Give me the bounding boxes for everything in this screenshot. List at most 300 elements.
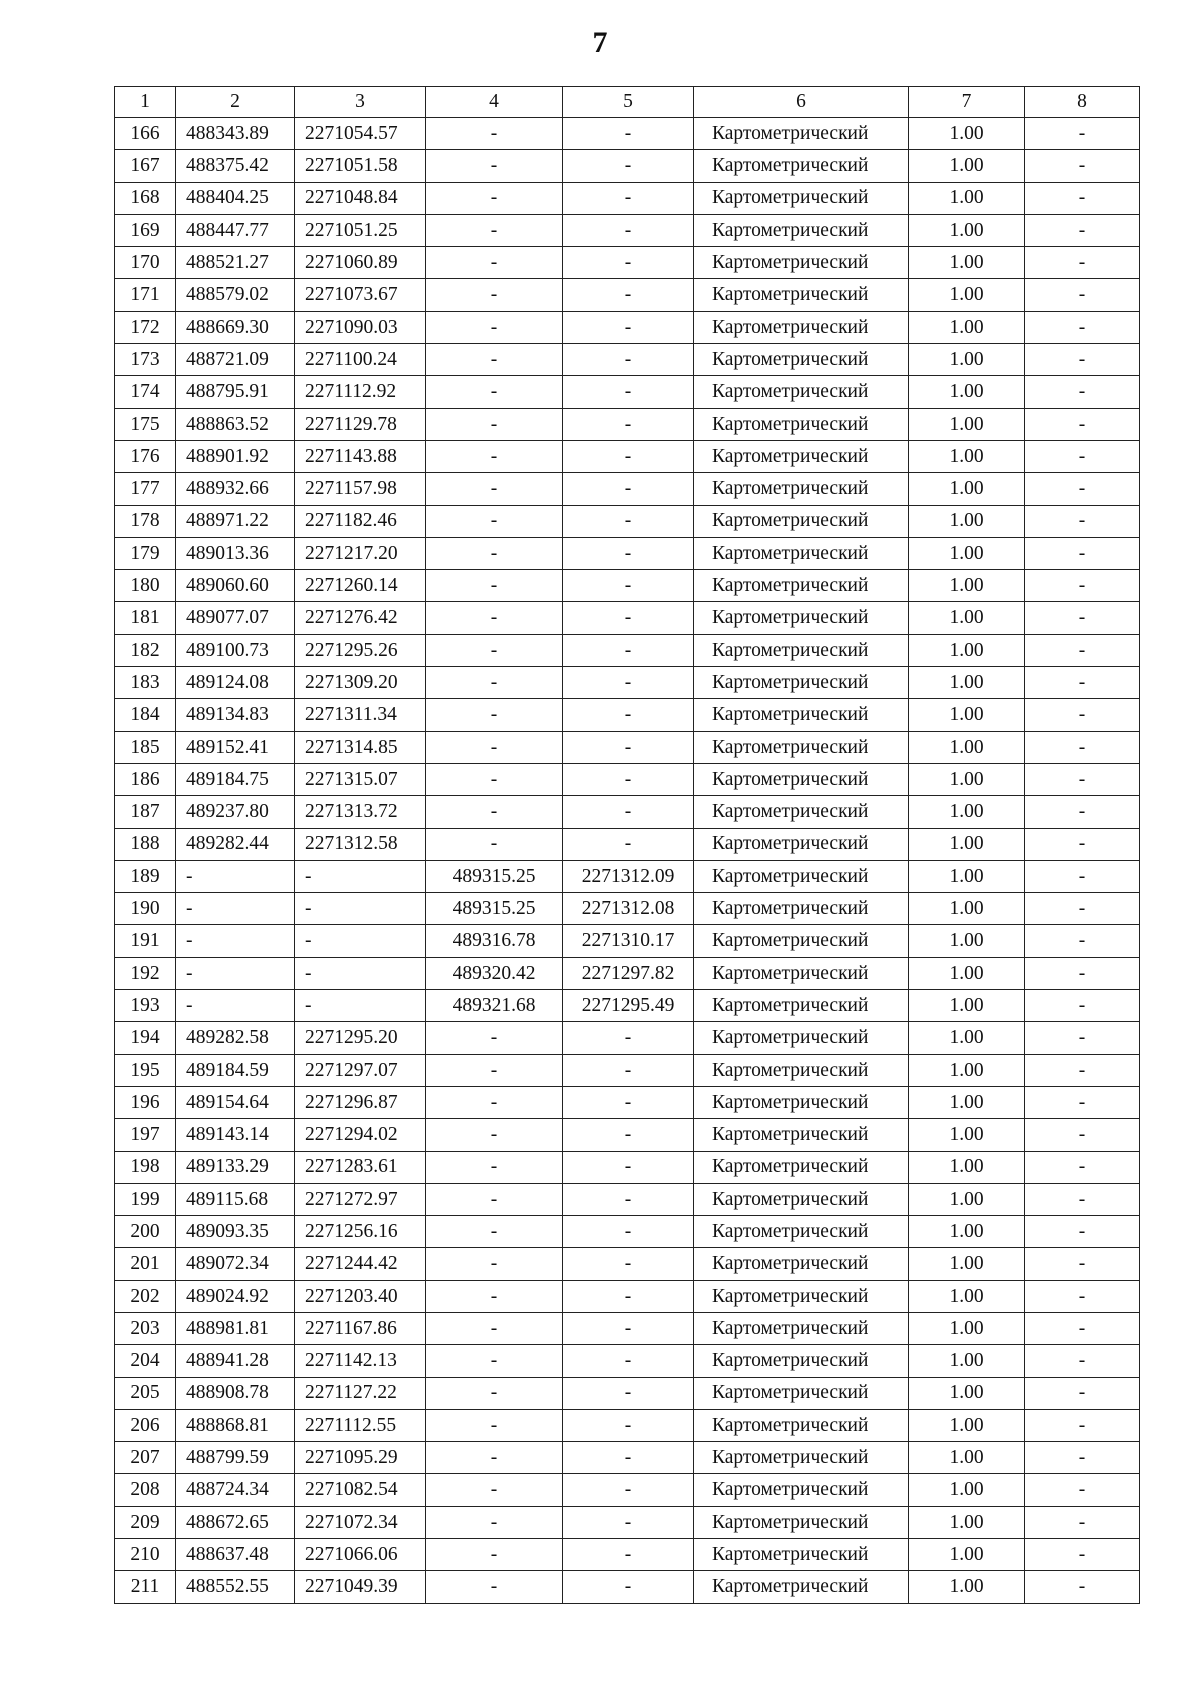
x-new-cell: -: [426, 505, 563, 537]
table-row: [115, 1216, 1140, 1248]
y-coordinate-cell: 2271315.07: [295, 763, 426, 795]
method-cell: Картометрический: [694, 537, 909, 569]
method-cell: Картометрический: [694, 570, 909, 602]
table-row: [115, 731, 1140, 763]
table-row: [115, 118, 1140, 150]
y-new-cell: -: [563, 634, 694, 666]
x-new-cell: -: [426, 537, 563, 569]
y-coordinate-cell: 2271314.85: [295, 731, 426, 763]
table-row: [115, 376, 1140, 408]
y-new-cell: 2271295.49: [563, 990, 694, 1022]
accuracy-cell: 1.00: [909, 1022, 1025, 1054]
x-coordinate-cell: 488637.48: [176, 1539, 295, 1571]
y-new-cell: -: [563, 1119, 694, 1151]
x-coordinate-cell: 488724.34: [176, 1474, 295, 1506]
table-row: [115, 1506, 1140, 1538]
x-coordinate-cell: -: [176, 925, 295, 957]
table-row: [115, 1377, 1140, 1409]
y-coordinate-cell: 2271256.16: [295, 1216, 426, 1248]
x-new-cell: -: [426, 699, 563, 731]
y-new-cell: 2271310.17: [563, 925, 694, 957]
method-cell: Картометрический: [694, 344, 909, 376]
x-coordinate-cell: 489133.29: [176, 1151, 295, 1183]
note-cell: -: [1025, 699, 1140, 731]
x-new-cell: -: [426, 279, 563, 311]
table-row: [115, 150, 1140, 182]
point-number-cell: 196: [115, 1086, 176, 1118]
note-cell: -: [1025, 602, 1140, 634]
accuracy-cell: 1.00: [909, 1248, 1025, 1280]
note-cell: -: [1025, 731, 1140, 763]
accuracy-cell: 1.00: [909, 118, 1025, 150]
x-coordinate-cell: 488941.28: [176, 1345, 295, 1377]
table-row: [115, 667, 1140, 699]
y-coordinate-cell: 2271244.42: [295, 1248, 426, 1280]
y-coordinate-cell: 2271283.61: [295, 1151, 426, 1183]
note-cell: -: [1025, 828, 1140, 860]
x-coordinate-cell: 489115.68: [176, 1183, 295, 1215]
note-cell: -: [1025, 570, 1140, 602]
point-number-cell: 203: [115, 1312, 176, 1344]
y-new-cell: -: [563, 473, 694, 505]
point-number-cell: 185: [115, 731, 176, 763]
method-cell: Картометрический: [694, 1409, 909, 1441]
y-new-cell: -: [563, 667, 694, 699]
x-coordinate-cell: 489024.92: [176, 1280, 295, 1312]
method-cell: Картометрический: [694, 1248, 909, 1280]
method-cell: Картометрический: [694, 311, 909, 343]
method-cell: Картометрический: [694, 731, 909, 763]
y-new-cell: -: [563, 1345, 694, 1377]
note-cell: -: [1025, 1086, 1140, 1118]
y-coordinate-cell: 2271129.78: [295, 408, 426, 440]
table-row: [115, 1183, 1140, 1215]
y-new-cell: -: [563, 118, 694, 150]
y-new-cell: -: [563, 763, 694, 795]
y-coordinate-cell: 2271295.20: [295, 1022, 426, 1054]
method-cell: Картометрический: [694, 118, 909, 150]
method-cell: Картометрический: [694, 1151, 909, 1183]
point-number-cell: 180: [115, 570, 176, 602]
point-number-cell: 173: [115, 344, 176, 376]
method-cell: Картометрический: [694, 1280, 909, 1312]
note-cell: -: [1025, 1151, 1140, 1183]
method-cell: Картометрический: [694, 634, 909, 666]
y-new-cell: -: [563, 1086, 694, 1118]
method-cell: Картометрический: [694, 1054, 909, 1086]
table-row: [115, 1571, 1140, 1603]
method-cell: Картометрический: [694, 957, 909, 989]
accuracy-cell: 1.00: [909, 1377, 1025, 1409]
y-coordinate-cell: 2271112.55: [295, 1409, 426, 1441]
y-new-cell: -: [563, 1474, 694, 1506]
note-cell: -: [1025, 1054, 1140, 1086]
x-coordinate-cell: 489100.73: [176, 634, 295, 666]
accuracy-cell: 1.00: [909, 408, 1025, 440]
point-number-cell: 208: [115, 1474, 176, 1506]
point-number-cell: 179: [115, 537, 176, 569]
y-new-cell: -: [563, 1442, 694, 1474]
point-number-cell: 210: [115, 1539, 176, 1571]
y-new-cell: -: [563, 408, 694, 440]
table-row: [115, 1474, 1140, 1506]
x-new-cell: -: [426, 1248, 563, 1280]
x-new-cell: -: [426, 1151, 563, 1183]
y-coordinate-cell: 2271217.20: [295, 537, 426, 569]
note-cell: -: [1025, 634, 1140, 666]
y-new-cell: 2271312.09: [563, 860, 694, 892]
y-coordinate-cell: 2271309.20: [295, 667, 426, 699]
point-number-cell: 197: [115, 1119, 176, 1151]
table-row: [115, 182, 1140, 214]
note-cell: -: [1025, 182, 1140, 214]
accuracy-cell: 1.00: [909, 1216, 1025, 1248]
y-new-cell: -: [563, 796, 694, 828]
y-new-cell: -: [563, 505, 694, 537]
y-new-cell: -: [563, 1054, 694, 1086]
note-cell: -: [1025, 1022, 1140, 1054]
y-new-cell: -: [563, 537, 694, 569]
page-number: 7: [592, 26, 608, 59]
table-row: [115, 796, 1140, 828]
note-cell: -: [1025, 763, 1140, 795]
table-row: [115, 1539, 1140, 1571]
method-cell: Картометрический: [694, 1506, 909, 1538]
x-coordinate-cell: 488404.25: [176, 182, 295, 214]
point-number-cell: 181: [115, 602, 176, 634]
accuracy-cell: 1.00: [909, 473, 1025, 505]
x-new-cell: -: [426, 214, 563, 246]
x-coordinate-cell: 489282.58: [176, 1022, 295, 1054]
method-cell: Картометрический: [694, 1312, 909, 1344]
x-coordinate-cell: 488375.42: [176, 150, 295, 182]
y-new-cell: -: [563, 1248, 694, 1280]
y-coordinate-cell: 2271295.26: [295, 634, 426, 666]
point-number-cell: 169: [115, 214, 176, 246]
method-cell: Картометрический: [694, 214, 909, 246]
y-coordinate-cell: -: [295, 860, 426, 892]
table-row: [115, 247, 1140, 279]
y-coordinate-cell: -: [295, 893, 426, 925]
column-header: 7: [909, 87, 1025, 118]
y-new-cell: -: [563, 1022, 694, 1054]
note-cell: -: [1025, 1409, 1140, 1441]
note-cell: -: [1025, 118, 1140, 150]
y-coordinate-cell: 2271157.98: [295, 473, 426, 505]
method-cell: Картометрический: [694, 860, 909, 892]
x-new-cell: -: [426, 1022, 563, 1054]
x-coordinate-cell: 488799.59: [176, 1442, 295, 1474]
point-number-cell: 174: [115, 376, 176, 408]
accuracy-cell: 1.00: [909, 1183, 1025, 1215]
accuracy-cell: 1.00: [909, 1312, 1025, 1344]
point-number-cell: 190: [115, 893, 176, 925]
note-cell: -: [1025, 1216, 1140, 1248]
point-number-cell: 183: [115, 667, 176, 699]
note-cell: -: [1025, 1345, 1140, 1377]
x-coordinate-cell: 488868.81: [176, 1409, 295, 1441]
point-number-cell: 200: [115, 1216, 176, 1248]
column-header: 3: [295, 87, 426, 118]
table-row: [115, 828, 1140, 860]
table-row: [115, 602, 1140, 634]
method-cell: Картометрический: [694, 828, 909, 860]
accuracy-cell: 1.00: [909, 1409, 1025, 1441]
point-number-cell: 194: [115, 1022, 176, 1054]
accuracy-cell: 1.00: [909, 731, 1025, 763]
x-coordinate-cell: 488343.89: [176, 118, 295, 150]
x-new-cell: 489321.68: [426, 990, 563, 1022]
x-coordinate-cell: 489072.34: [176, 1248, 295, 1280]
method-cell: Картометрический: [694, 1119, 909, 1151]
y-new-cell: -: [563, 1280, 694, 1312]
x-new-cell: -: [426, 118, 563, 150]
y-coordinate-cell: 2271060.89: [295, 247, 426, 279]
y-new-cell: -: [563, 1571, 694, 1603]
table-row: [115, 925, 1140, 957]
y-new-cell: -: [563, 1312, 694, 1344]
table-row: [115, 505, 1140, 537]
note-cell: -: [1025, 1183, 1140, 1215]
point-number-cell: 187: [115, 796, 176, 828]
note-cell: -: [1025, 796, 1140, 828]
accuracy-cell: 1.00: [909, 537, 1025, 569]
note-cell: -: [1025, 344, 1140, 376]
note-cell: -: [1025, 860, 1140, 892]
note-cell: -: [1025, 150, 1140, 182]
accuracy-cell: 1.00: [909, 1280, 1025, 1312]
x-new-cell: -: [426, 1183, 563, 1215]
x-coordinate-cell: -: [176, 893, 295, 925]
accuracy-cell: 1.00: [909, 828, 1025, 860]
x-new-cell: 489315.25: [426, 893, 563, 925]
x-new-cell: -: [426, 570, 563, 602]
y-coordinate-cell: 2271054.57: [295, 118, 426, 150]
y-coordinate-cell: 2271276.42: [295, 602, 426, 634]
note-cell: -: [1025, 408, 1140, 440]
accuracy-cell: 1.00: [909, 699, 1025, 731]
note-cell: -: [1025, 1474, 1140, 1506]
coordinates-table: [114, 86, 1140, 1604]
x-new-cell: -: [426, 150, 563, 182]
note-cell: -: [1025, 473, 1140, 505]
point-number-cell: 172: [115, 311, 176, 343]
point-number-cell: 202: [115, 1280, 176, 1312]
point-number-cell: 205: [115, 1377, 176, 1409]
table-row: [115, 893, 1140, 925]
accuracy-cell: 1.00: [909, 1086, 1025, 1118]
y-new-cell: -: [563, 344, 694, 376]
note-cell: -: [1025, 990, 1140, 1022]
x-coordinate-cell: 489154.64: [176, 1086, 295, 1118]
x-new-cell: -: [426, 1086, 563, 1118]
table-row: [115, 344, 1140, 376]
table-row: [115, 990, 1140, 1022]
note-cell: -: [1025, 667, 1140, 699]
accuracy-cell: 1.00: [909, 860, 1025, 892]
y-coordinate-cell: 2271143.88: [295, 440, 426, 472]
y-new-cell: -: [563, 1183, 694, 1215]
point-number-cell: 189: [115, 860, 176, 892]
x-new-cell: -: [426, 1474, 563, 1506]
y-new-cell: -: [563, 182, 694, 214]
table-row: [115, 311, 1140, 343]
note-cell: -: [1025, 1442, 1140, 1474]
y-new-cell: -: [563, 699, 694, 731]
method-cell: Картометрический: [694, 1442, 909, 1474]
x-coordinate-cell: 488579.02: [176, 279, 295, 311]
y-coordinate-cell: 2271297.07: [295, 1054, 426, 1086]
method-cell: Картометрический: [694, 1183, 909, 1215]
point-number-cell: 207: [115, 1442, 176, 1474]
x-new-cell: -: [426, 1377, 563, 1409]
table-row: [115, 1280, 1140, 1312]
y-coordinate-cell: 2271100.24: [295, 344, 426, 376]
y-coordinate-cell: 2271073.67: [295, 279, 426, 311]
note-cell: -: [1025, 279, 1140, 311]
point-number-cell: 167: [115, 150, 176, 182]
x-coordinate-cell: 488521.27: [176, 247, 295, 279]
x-new-cell: -: [426, 440, 563, 472]
y-coordinate-cell: 2271296.87: [295, 1086, 426, 1118]
method-cell: Картометрический: [694, 893, 909, 925]
table-row: [115, 1442, 1140, 1474]
x-coordinate-cell: 488981.81: [176, 1312, 295, 1344]
note-cell: -: [1025, 1248, 1140, 1280]
method-cell: Картометрический: [694, 440, 909, 472]
table-row: [115, 1086, 1140, 1118]
x-coordinate-cell: -: [176, 990, 295, 1022]
point-number-cell: 192: [115, 957, 176, 989]
method-cell: Картометрический: [694, 279, 909, 311]
point-number-cell: 178: [115, 505, 176, 537]
y-coordinate-cell: 2271294.02: [295, 1119, 426, 1151]
y-new-cell: -: [563, 1216, 694, 1248]
note-cell: -: [1025, 925, 1140, 957]
method-cell: Картометрический: [694, 1022, 909, 1054]
accuracy-cell: 1.00: [909, 634, 1025, 666]
accuracy-cell: 1.00: [909, 1571, 1025, 1603]
point-number-cell: 199: [115, 1183, 176, 1215]
table-header-row: [115, 87, 1140, 118]
y-new-cell: -: [563, 150, 694, 182]
point-number-cell: 204: [115, 1345, 176, 1377]
table-row: [115, 440, 1140, 472]
x-new-cell: 489320.42: [426, 957, 563, 989]
table-row: [115, 1312, 1140, 1344]
point-number-cell: 177: [115, 473, 176, 505]
method-cell: Картометрический: [694, 408, 909, 440]
y-new-cell: 2271312.08: [563, 893, 694, 925]
point-number-cell: 175: [115, 408, 176, 440]
method-cell: Картометрический: [694, 1539, 909, 1571]
accuracy-cell: 1.00: [909, 1474, 1025, 1506]
point-number-cell: 171: [115, 279, 176, 311]
accuracy-cell: 1.00: [909, 893, 1025, 925]
x-coordinate-cell: 488669.30: [176, 311, 295, 343]
method-cell: Картометрический: [694, 763, 909, 795]
x-coordinate-cell: 488908.78: [176, 1377, 295, 1409]
y-coordinate-cell: 2271090.03: [295, 311, 426, 343]
accuracy-cell: 1.00: [909, 247, 1025, 279]
x-new-cell: -: [426, 247, 563, 279]
x-coordinate-cell: 489152.41: [176, 731, 295, 763]
y-coordinate-cell: 2271313.72: [295, 796, 426, 828]
x-new-cell: -: [426, 1216, 563, 1248]
note-cell: -: [1025, 1280, 1140, 1312]
table-row: [115, 699, 1140, 731]
x-new-cell: -: [426, 602, 563, 634]
accuracy-cell: 1.00: [909, 1442, 1025, 1474]
x-coordinate-cell: 489143.14: [176, 1119, 295, 1151]
x-new-cell: -: [426, 473, 563, 505]
method-cell: Картометрический: [694, 796, 909, 828]
note-cell: -: [1025, 537, 1140, 569]
method-cell: Картометрический: [694, 667, 909, 699]
note-cell: -: [1025, 1571, 1140, 1603]
accuracy-cell: 1.00: [909, 150, 1025, 182]
point-number-cell: 211: [115, 1571, 176, 1603]
table-row: [115, 1345, 1140, 1377]
accuracy-cell: 1.00: [909, 957, 1025, 989]
point-number-cell: 168: [115, 182, 176, 214]
method-cell: Картометрический: [694, 1216, 909, 1248]
y-new-cell: 2271297.82: [563, 957, 694, 989]
accuracy-cell: 1.00: [909, 796, 1025, 828]
y-coordinate-cell: -: [295, 925, 426, 957]
note-cell: -: [1025, 505, 1140, 537]
x-coordinate-cell: 488552.55: [176, 1571, 295, 1603]
x-new-cell: -: [426, 182, 563, 214]
y-coordinate-cell: 2271066.06: [295, 1539, 426, 1571]
point-number-cell: 201: [115, 1248, 176, 1280]
method-cell: Картометрический: [694, 1086, 909, 1118]
accuracy-cell: 1.00: [909, 1151, 1025, 1183]
y-coordinate-cell: 2271127.22: [295, 1377, 426, 1409]
x-new-cell: 489316.78: [426, 925, 563, 957]
x-coordinate-cell: 488795.91: [176, 376, 295, 408]
method-cell: Картометрический: [694, 150, 909, 182]
method-cell: Картометрический: [694, 1571, 909, 1603]
accuracy-cell: 1.00: [909, 1539, 1025, 1571]
x-new-cell: -: [426, 634, 563, 666]
x-coordinate-cell: 488971.22: [176, 505, 295, 537]
x-coordinate-cell: 489124.08: [176, 667, 295, 699]
y-coordinate-cell: 2271082.54: [295, 1474, 426, 1506]
table-row: [115, 763, 1140, 795]
point-number-cell: 182: [115, 634, 176, 666]
x-new-cell: -: [426, 1054, 563, 1086]
table-row: [115, 1409, 1140, 1441]
accuracy-cell: 1.00: [909, 1506, 1025, 1538]
y-coordinate-cell: 2271142.13: [295, 1345, 426, 1377]
note-cell: -: [1025, 1312, 1140, 1344]
x-coordinate-cell: 488901.92: [176, 440, 295, 472]
accuracy-cell: 1.00: [909, 376, 1025, 408]
accuracy-cell: 1.00: [909, 311, 1025, 343]
accuracy-cell: 1.00: [909, 1119, 1025, 1151]
accuracy-cell: 1.00: [909, 925, 1025, 957]
accuracy-cell: 1.00: [909, 505, 1025, 537]
accuracy-cell: 1.00: [909, 344, 1025, 376]
x-coordinate-cell: 488932.66: [176, 473, 295, 505]
x-coordinate-cell: 489077.07: [176, 602, 295, 634]
y-new-cell: -: [563, 1151, 694, 1183]
point-number-cell: 176: [115, 440, 176, 472]
x-coordinate-cell: 489013.36: [176, 537, 295, 569]
point-number-cell: 206: [115, 1409, 176, 1441]
accuracy-cell: 1.00: [909, 602, 1025, 634]
